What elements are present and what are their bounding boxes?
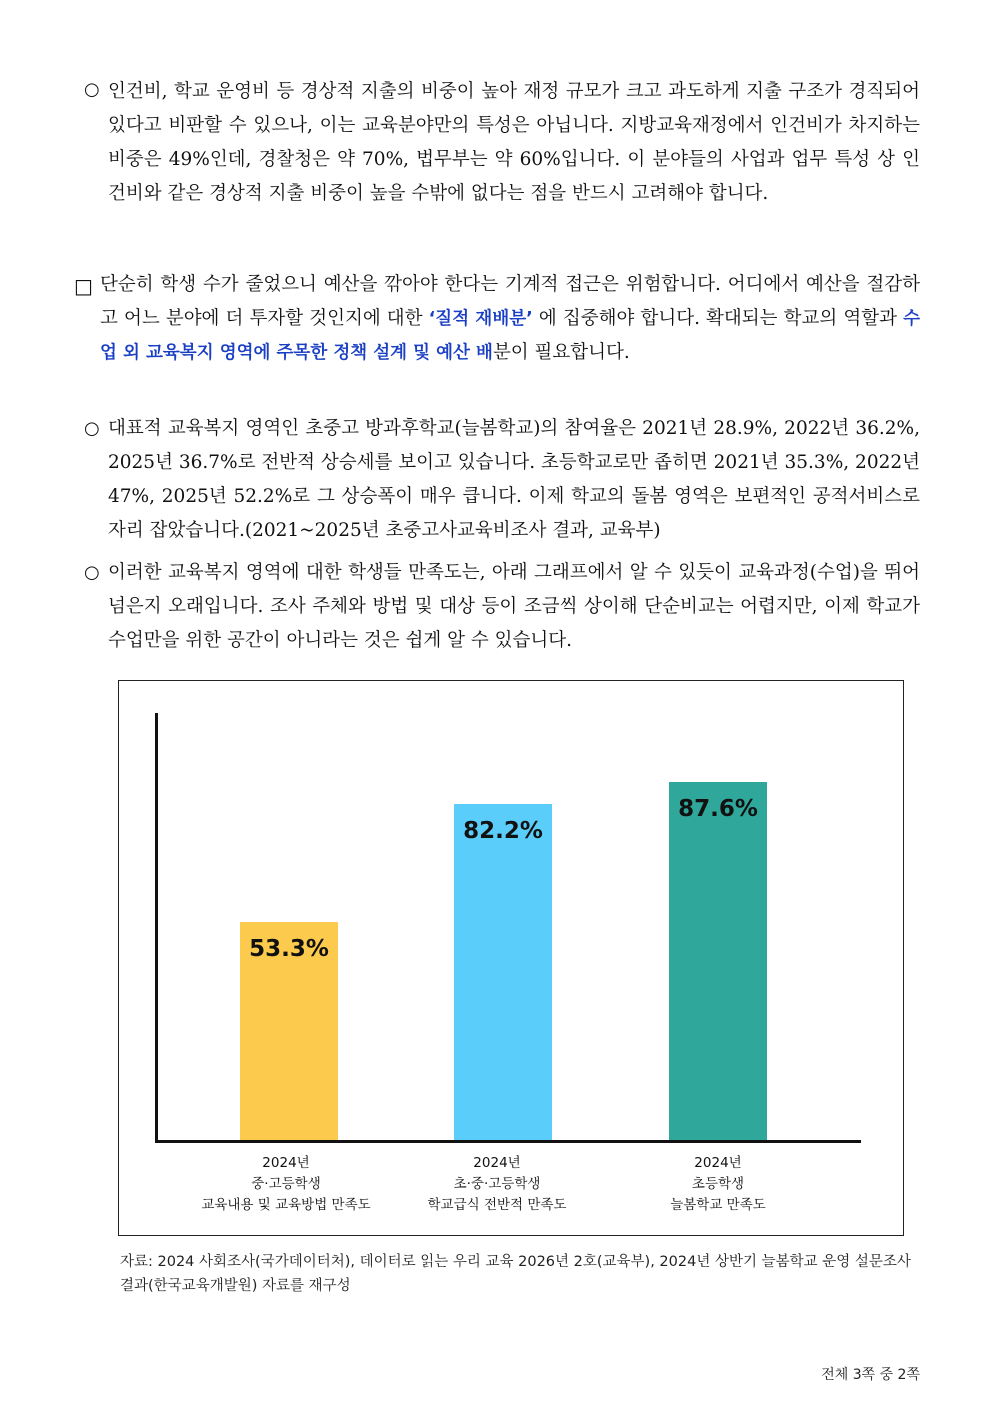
category-year: 2024년 [262,1155,310,1171]
satisfaction-bar-chart [118,680,904,1236]
circle-bullet-1: ○ [84,79,100,100]
paragraph-3: 대표적 교육복지 영역인 초중고 방과후학교(늘봄학교)의 참여율은 2021년 28.9%, 2022년 36.2%, 2025년 36.7%로 전반적 상승세를 보이고 있습니다. 초등학교로만 좁히면 2021년 35.3%, 2022년 47%, 2025년 52.2%로 그 상승폭이 매우 큽니다. 이제 학교의 돌봄 영역은 보편적인 공적서비스로 자리 잡았습니다.(2021~2025년 초중고사교육비조사 결과, 교육부) [108,418,920,541]
bar-value-label: 82.2% [463,818,543,844]
category-measure: 늘봄학교 만족도 [670,1197,766,1213]
category-measure: 학교급식 전반적 만족도 [427,1197,567,1213]
policy-design-highlight: 수업 외 교육복지 영역에 주목한 정책 설계 및 예산 배 [100,309,920,363]
paragraph-2-text-e: 분이 필요합니다. [492,342,630,363]
source-note: 자료: 2024 사회조사(국가데이터처), 데이터로 읽는 우리 교육 2026년 2호(교육부), 2024년 상반기 늘봄학교 운영 설문조사 결과(한국교육개발원) 자료를 재구성 [120,1254,911,1294]
circle-bullet-2: ○ [84,418,100,439]
category-group: 초·중·고등학생 [453,1176,541,1192]
page-footer: 전체 3쪽 중 2쪽 [821,1367,920,1383]
bar-value-label: 53.3% [249,936,329,962]
bar-neulbom-satisfaction [669,782,767,1140]
category-group: 초등학생 [691,1176,745,1192]
qualitative-redistribution-highlight: ‘질적 재배분’ [428,309,533,329]
x-axis-line [155,1140,861,1143]
category-group: 중·고등학생 [251,1176,321,1192]
paragraph-2-text-c: 에 집중해야 합니다. 확대되는 학교의 역할과 [532,308,904,329]
y-axis-line [155,713,158,1143]
bar-school-meal-satisfaction [454,804,552,1140]
x-category-label [608,1153,828,1216]
bar-value-label: 87.6% [678,796,758,822]
category-year: 2024년 [473,1155,521,1171]
category-year: 2024년 [694,1155,742,1171]
bar-secondary-class-satisfaction [240,922,338,1140]
square-bullet: □ [74,274,93,298]
paragraph-4: 이러한 교육복지 영역에 대한 학생들 만족도는, 아래 그래프에서 알 수 있듯이 교육과정(수업)을 뛰어넘은지 오래입니다. 조사 주체와 방법 및 대상 등이 조금씩 상이해 단순비교는 어렵지만, 이제 학교가 수업만을 위한 공간이 아니라는 것은 쉽게 알 수 있습니다. [108,562,920,651]
circle-bullet-3: ○ [84,562,100,583]
paragraph-2 [100,268,920,370]
category-measure: 교육내용 및 교육방법 만족도 [201,1197,371,1213]
x-category-label [387,1153,607,1216]
paragraph-2-text-a: 단순히 학생 수가 줄었으니 예산을 깎아야 한다는 기계적 접근은 위험합니다. 어디에서 예산을 절감하고 어느 분야에 더 투자할 것인지에 대한 [100,274,920,329]
x-category-label [176,1153,396,1216]
paragraph-1: 인건비, 학교 운영비 등 경상적 지출의 비중이 높아 재정 규모가 크고 과도하게 지출 구조가 경직되어 있다고 비판할 수 있으나, 이는 교육분야만의 특성은 아닙니다. 지방교육재정에서 인건비가 차지하는 비중은 49%인데, 경찰청은 약 70%, 법무부는 약 60%입니다. 이 분야들의 사업과 업무 특성 상 인건비와 같은 경상적 지출 비중이 높을 수밖에 없다는 점을 반드시 고려해야 합니다. [108,81,920,204]
